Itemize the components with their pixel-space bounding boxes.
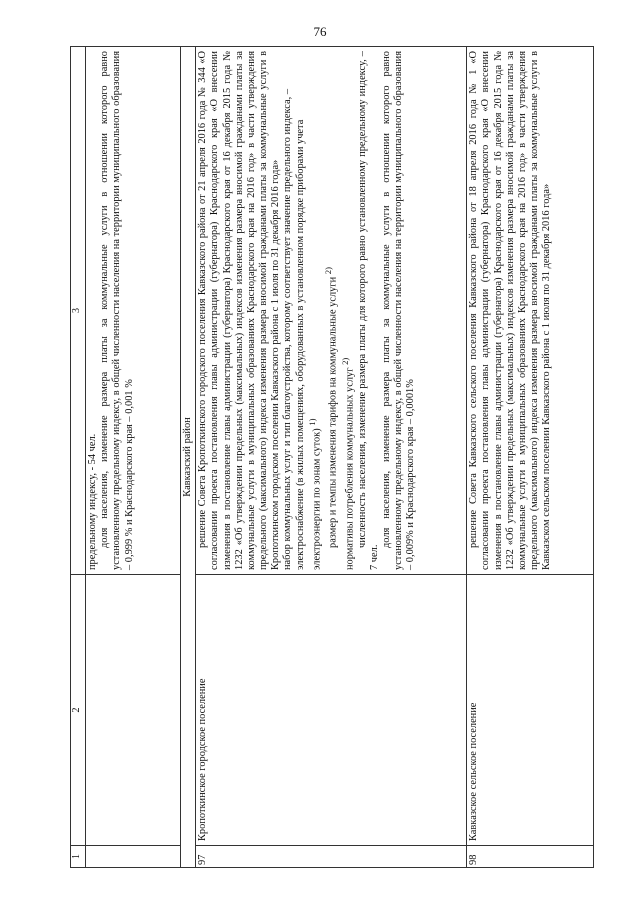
header-col-3: 3 bbox=[71, 47, 86, 575]
detail-text: нормативы потребления коммунальных услуг bbox=[344, 367, 356, 570]
decision-text: решение Совета Кавказского сельского поселения Кавказского района от 18 апреля 2016 года № 1 «О согласовании проекта постановления главы администрации (губернатора) Краснодарского края «О внесении изменения в постановление главы администрации (губернатора) Краснодарского края от 16 декабря 2015 года № 1232 «Об утверждении предельных (максимальных) индексов изменения размера вносимой гражданами платы за коммунальные услуги в муниципальных образованиях Краснодарского края на 2016 год» в части утверждения предельного (максимального) индекса изменения размера вносимой гражданами платы за коммунальные услуги в Кавказском сельском поселении Кавказского района с 1 июля по 31 декабря 2016 года» bbox=[468, 51, 553, 570]
table-row bbox=[196, 47, 467, 868]
detail-line: доля населения, изменение размера платы за коммунальные услуги в отношении которого равно установленному предельному индексу, в общей численности населения на территории муниципального образования – 0,009% и Краснодарского края – 0,0001% bbox=[380, 51, 417, 570]
footnote-mark: 2) bbox=[340, 357, 350, 365]
row-number: 97 bbox=[196, 846, 467, 868]
detail-text: набор коммунальных услуг и тип благоустройства, которому соответствует значение предельного индекса, – электроснабжение (в жилых помещениях, оборудованных в установленном порядке приборами учета электроэнергии по зонам суток) bbox=[282, 88, 323, 570]
table-row-continuation bbox=[86, 47, 181, 868]
decision-cell bbox=[467, 47, 594, 575]
detail-text: размер и темпы изменения тарифов на коммунальные услуги bbox=[327, 276, 339, 548]
cell-empty-name bbox=[86, 575, 181, 846]
table-row bbox=[467, 47, 594, 868]
district-heading: Кавказский район bbox=[181, 47, 196, 868]
municipal-index-table bbox=[70, 46, 594, 868]
continuation-cell bbox=[86, 47, 181, 575]
header-col-2: 2 bbox=[71, 575, 86, 846]
row-number: 98 bbox=[467, 846, 594, 868]
settlement-name: Кропоткинское городское поселение bbox=[196, 575, 467, 846]
settlement-name: Кавказское сельское поселение bbox=[467, 575, 594, 846]
detail-line: численность населения, изменение размера платы для которого равно установленному предельному индексу, – 7 чел. bbox=[356, 51, 380, 570]
continuation-line-2: доля населения, изменение размера платы за коммунальные услуги в отношении которого равно установленному предельному индексу, в общей численности населения на территории муниципального образования – 0,999 % и Краснодарского края – 0,001 % bbox=[99, 51, 135, 570]
cell-empty-num bbox=[86, 846, 181, 868]
header-col-1: 1 bbox=[71, 846, 86, 868]
footnote-mark: 2) bbox=[323, 266, 334, 275]
continuation-line-1: предельному индексу, - 54 чел. bbox=[87, 433, 98, 570]
table-row-district bbox=[181, 47, 196, 868]
rotated-table-wrapper bbox=[70, 46, 590, 868]
table-header-row bbox=[71, 47, 86, 868]
footnote-mark: 1) bbox=[306, 418, 317, 426]
detail-line bbox=[323, 51, 340, 570]
decision-text: решение Совета Кропоткинского городского поселения Кавказского района от 21 апреля 2016 года № 344 «О согласовании проекта постановления главы администрации (губернатора) Краснодарского края «О внесении изменения в постановление главы администрации (губернатора) Краснодарского края от 16 декабря 2015 года № 1232 «Об утверждении предельных (максимальных) индексов изменения размера вносимой гражданами платы за коммунальные услуги в муниципальных образованиях Краснодарского края на 2016 год» в части утверждения предельного (максимального) индекса изменения размера вносимой гражданами платы за коммунальные услуги в Кропоткинском городском поселении Кавказского района с 1 июля по 31 декабря 2016 года» bbox=[197, 51, 282, 570]
page-number: 76 bbox=[313, 24, 327, 39]
detail-line bbox=[282, 51, 323, 570]
detail-line bbox=[340, 51, 357, 570]
decision-cell bbox=[196, 47, 467, 575]
